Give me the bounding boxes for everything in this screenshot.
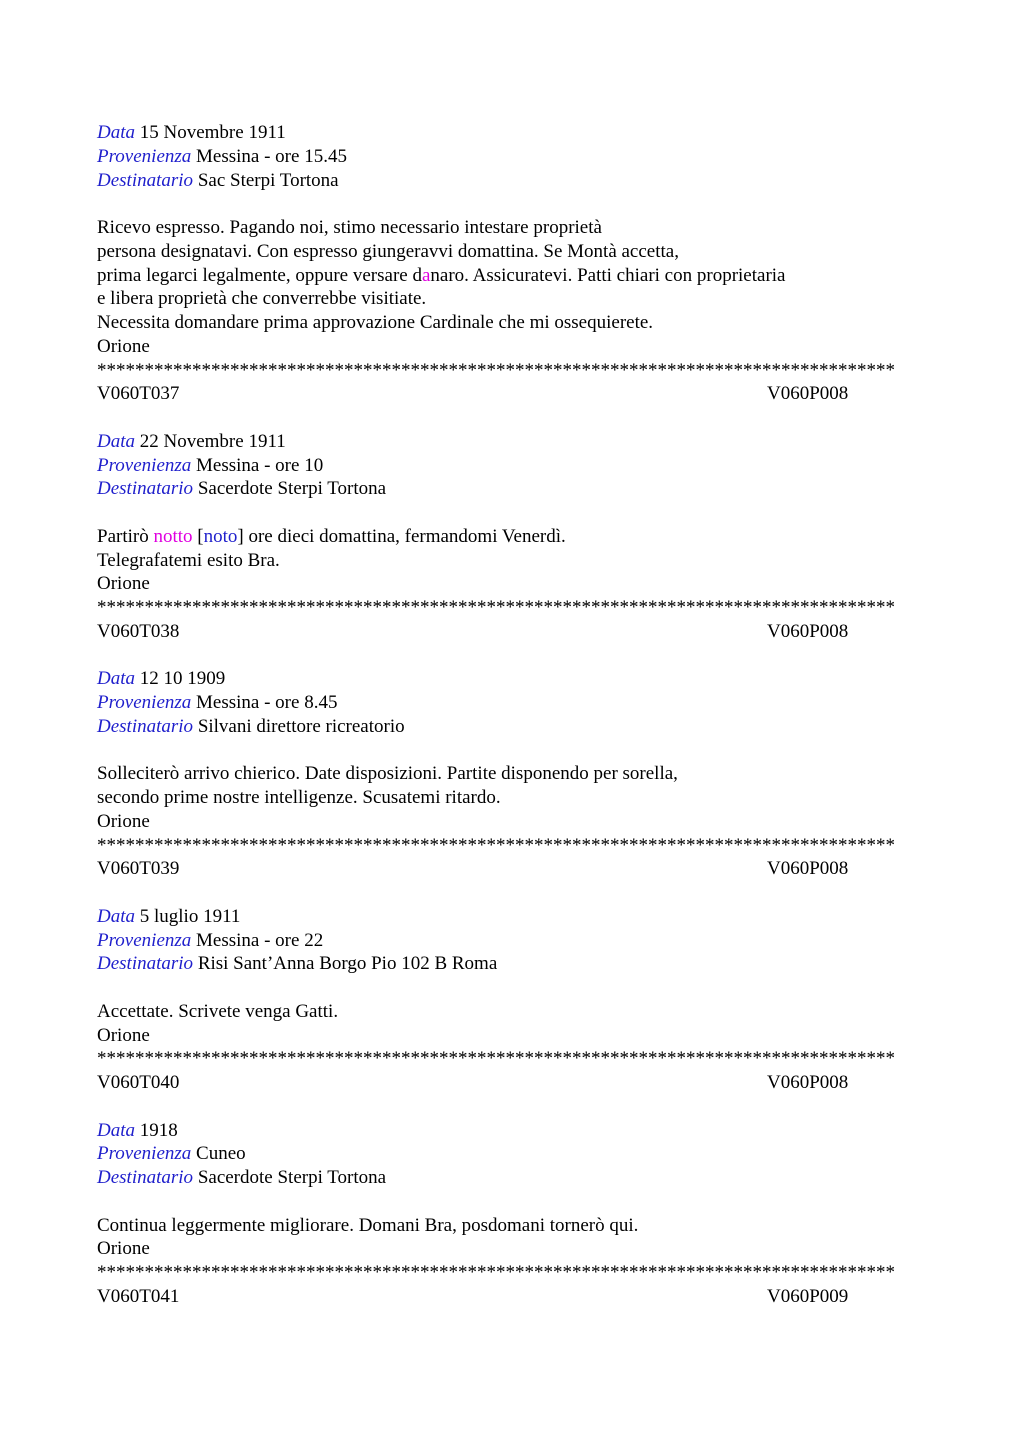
date-line [97,1119,927,1143]
date-value: 22 Novembre 1911 [139,430,286,452]
page-code: V060P009 [767,1285,849,1307]
reference-codes [97,620,857,644]
entry-code: V060T038 [97,620,180,642]
recipient-line [97,952,927,976]
origin-label: Provenienza [97,692,192,713]
reference-codes [97,857,857,881]
date-line [97,667,927,691]
editorial-correction: noto [203,525,238,547]
date-line [97,905,927,929]
reference-codes [97,1285,857,1309]
recipient-label: Destinatario [97,169,194,191]
body-line: prima legarci legalmente, oppure versare danaro. Assicuratevi. Patti chiari con proprietaria [97,264,786,286]
recipient-line [97,169,927,193]
telegram-entry [97,121,927,406]
separator: ************************************************************************************ [97,359,895,381]
body-line: Solleciterò arrivo chierico. Date disposizioni. Partite disponendo per sorella, [97,763,678,785]
date-label: Data [97,668,135,690]
date-value: 15 Novembre 1911 [139,122,286,143]
date-label: Data [97,122,135,143]
date-line [97,121,927,145]
separator: ************************************************************************************ [97,1048,895,1070]
telegram-entry [97,1119,927,1309]
correction-mark: a [421,264,431,286]
telegram-entry [97,430,927,644]
entry-code: V060T039 [97,858,180,880]
origin-line [97,1142,927,1166]
body-line: Telegrafatemi esito Bra. [97,549,280,571]
origin-value: Cuneo [196,1143,246,1165]
recipient-label: Destinatario [97,715,194,737]
entry-code: V060T037 [97,383,180,405]
body-line: Continua leggermente migliorare. Domani Bra, posdomani tornerò qui. [97,1214,639,1236]
editorial-bracket: [noto] [192,525,244,547]
signature: Orione [97,335,150,357]
signature: Orione [97,573,150,595]
origin-label: Provenienza [97,1143,192,1165]
body-line: Partirò notto [noto] ore dieci domattina, fermandomi Venerdì. [97,525,566,547]
correction-mark: notto [153,525,193,547]
entry-code: V060T040 [97,1072,180,1093]
reference-codes [97,382,857,406]
recipient-label: Destinatario [97,478,194,500]
separator: ************************************************************************************ [97,834,895,856]
recipient-label: Destinatario [97,953,194,975]
recipient-value: Sacerdote Sterpi Tortona [197,478,387,500]
signature: Orione [97,1024,150,1046]
origin-label: Provenienza [97,145,192,167]
origin-line [97,929,927,953]
recipient-line [97,1166,927,1190]
date-value: 1918 [139,1119,178,1141]
origin-value: Messina - ore 15.45 [196,145,347,167]
body-line: e libera proprietà che converrebbe visitiate. [97,288,427,310]
recipient-value: Risi Sant’Anna Borgo Pio 102 B Roma [197,953,498,975]
document-page [97,121,927,1309]
date-value: 12 10 1909 [139,668,226,690]
date-label: Data [97,905,135,927]
telegram-entry [97,905,927,1095]
recipient-value: Silvani direttore ricreatorio [197,715,405,737]
origin-value: Messina - ore 8.45 [196,692,338,713]
body-line: secondo prime nostre intelligenze. Scusatemi ritardo. [97,787,501,808]
recipient-value: Sac Sterpi Tortona [197,169,339,191]
body-line: Accettate. Scrivete venga Gatti. [97,1000,339,1022]
body-line: Ricevo espresso. Pagando noi, stimo necessario intestare proprietà [97,217,602,238]
body-line: persona designatavi. Con espresso giungeravvi domattina. Se Montà accetta, [97,240,679,262]
date-label: Data [97,430,135,452]
recipient-value: Sacerdote Sterpi Tortona [197,1167,387,1188]
origin-label: Provenienza [97,929,192,951]
recipient-line [97,477,927,501]
date-line [97,430,927,454]
origin-label: Provenienza [97,454,192,476]
date-label: Data [97,1119,135,1141]
separator: ************************************************************************************ [97,1262,895,1283]
entry-code: V060T041 [97,1285,180,1307]
origin-value: Messina - ore 10 [196,454,324,476]
origin-line [97,145,927,169]
separator: ************************************************************************************ [97,597,895,618]
page-code: V060P008 [767,620,849,642]
date-value: 5 luglio 1911 [139,905,241,927]
body-line: Necessita domandare prima approvazione Cardinale che mi ossequierete. [97,312,654,333]
signature: Orione [97,1238,150,1260]
page-code: V060P008 [767,1072,849,1093]
reference-codes [97,1071,857,1095]
recipient-label: Destinatario [97,1167,194,1188]
origin-line [97,454,927,478]
telegram-entry [97,667,927,881]
origin-line [97,691,927,715]
recipient-line [97,715,927,739]
signature: Orione [97,810,150,832]
origin-value: Messina - ore 22 [196,929,324,951]
page-code: V060P008 [767,858,849,880]
page-code: V060P008 [767,383,849,405]
